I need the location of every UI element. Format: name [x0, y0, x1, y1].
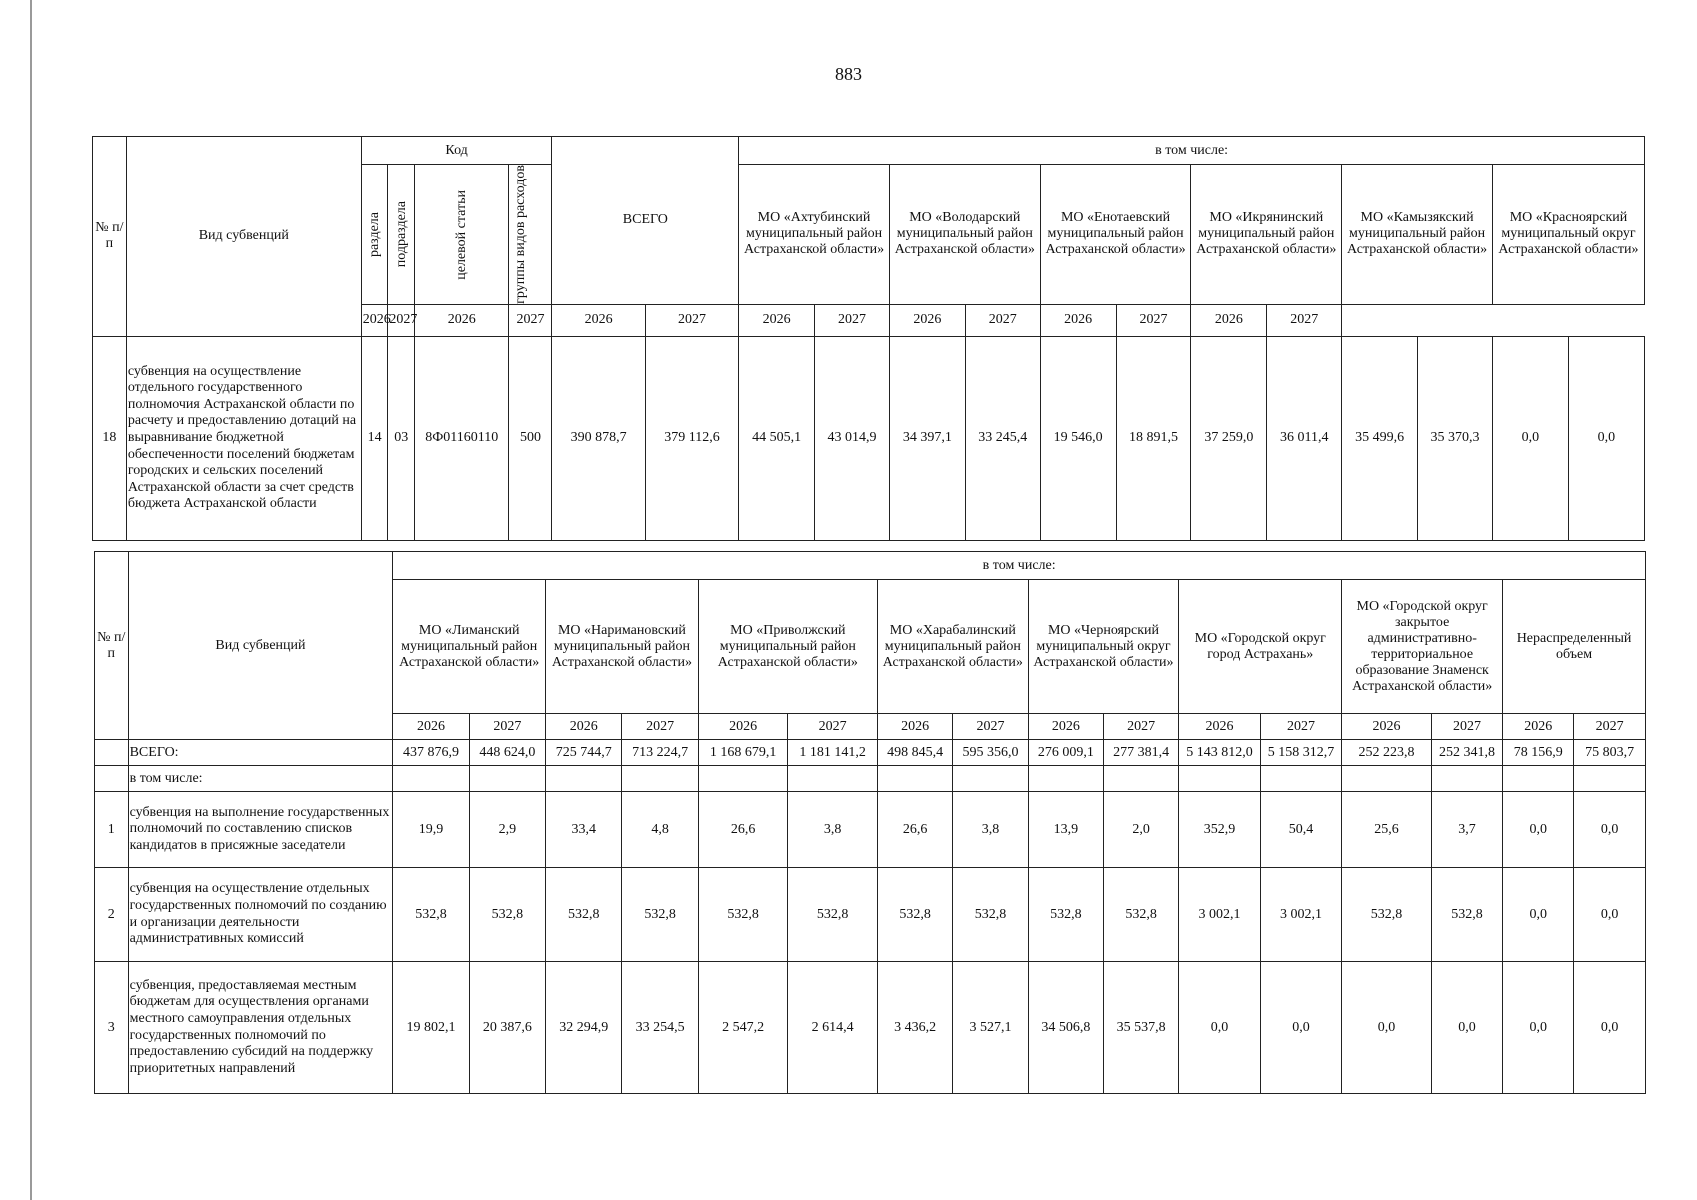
value-cell: 0,0 [1431, 962, 1502, 1094]
total-cell: 277 381,4 [1103, 740, 1178, 766]
value-cell: 13,9 [1028, 792, 1103, 868]
header-year: 2026 [739, 304, 815, 336]
value-cell: 2,0 [1103, 792, 1178, 868]
row-num: 3 [95, 962, 129, 1094]
value-cell: 3,8 [788, 792, 878, 868]
total-cell: 78 156,9 [1503, 740, 1574, 766]
header-mo-enotaevsky: МО «Енотаевский муниципальный район Астраханской области» [1040, 165, 1191, 305]
subventions-table-2 [94, 551, 1646, 1094]
header-year: 2026 [361, 304, 388, 336]
header-code: Код [361, 137, 552, 165]
value-cell: 532,8 [1342, 868, 1432, 962]
header-undistributed: Нераспределенный объем [1503, 580, 1646, 714]
value-cell: 19 802,1 [393, 962, 469, 1094]
value-cell: 532,8 [698, 868, 788, 962]
header-year: 2027 [953, 714, 1028, 740]
header-year: 2026 [415, 304, 509, 336]
row-desc: субвенция, предоставляемая местным бюджетам для осуществления органами местного самоуправления отдельных государственных полномочий по предоставлению субсидий на поддержку приоритетных направлений [128, 962, 393, 1094]
header-year: 2026 [1191, 304, 1267, 336]
total-cell: 276 009,1 [1028, 740, 1103, 766]
header-year: 2027 [788, 714, 878, 740]
total-cell: 1 168 679,1 [698, 740, 788, 766]
value-cell: 20 387,6 [469, 962, 545, 1094]
value-cell: 32 294,9 [546, 962, 622, 1094]
header-year: 2026 [877, 714, 952, 740]
header-year: 2026 [552, 304, 645, 336]
total-cell: 448 624,0 [469, 740, 545, 766]
value-cell: 2 614,4 [788, 962, 878, 1094]
value-cell: 33 254,5 [622, 962, 698, 1094]
header-code-subsection: подраздела [393, 201, 409, 268]
value-cell: 34 506,8 [1028, 962, 1103, 1094]
value-cell: 532,8 [1103, 868, 1178, 962]
value-cell: 532,8 [788, 868, 878, 962]
row-desc: субвенция на осуществление отдельных государственных полномочий по созданию и организации деятельности административных комиссий [128, 868, 393, 962]
value-cell: 3 002,1 [1179, 868, 1260, 962]
value-cell: 0,0 [1574, 868, 1646, 962]
total-label: ВСЕГО: [128, 740, 393, 766]
total-cell: 498 845,4 [877, 740, 952, 766]
total-cell: 5 143 812,0 [1179, 740, 1260, 766]
value-cell: 2 547,2 [698, 962, 788, 1094]
value-cell: 0,0 [1342, 962, 1432, 1094]
value-cell: 18 891,5 [1116, 336, 1191, 540]
row-desc: субвенция на выполнение государственных полномочий по составлению списков кандидатов в присяжные заседатели [128, 792, 393, 868]
header-mo-narimanovsky: МО «Наримановский муниципальный район Астраханской области» [546, 580, 699, 714]
total-cell: 75 803,7 [1574, 740, 1646, 766]
value-cell: 532,8 [393, 868, 469, 962]
value-cell: 44 505,1 [739, 336, 815, 540]
header-mo-volodarsky: МО «Володарский муниципальный район Астраханской области» [889, 165, 1040, 305]
header-year: 2026 [393, 714, 469, 740]
row-num: 18 [93, 336, 127, 540]
row-num: 1 [95, 792, 129, 868]
header-year: 2027 [645, 304, 738, 336]
total-cell: 5 158 312,7 [1260, 740, 1341, 766]
header-year: 2026 [1179, 714, 1260, 740]
value-cell: 36 011,4 [1267, 336, 1342, 540]
row-num-empty [95, 766, 129, 792]
header-including: в том числе: [739, 137, 1645, 165]
value-cell: 35 537,8 [1103, 962, 1178, 1094]
header-year: 2027 [469, 714, 545, 740]
header-code-group: группы видов расходов [513, 165, 529, 304]
value-cell: 3 436,2 [877, 962, 952, 1094]
including-row [95, 766, 1646, 792]
total-cell: 1 181 141,2 [788, 740, 878, 766]
row-num-empty [95, 740, 129, 766]
value-cell: 532,8 [877, 868, 952, 962]
header-year: 2026 [698, 714, 788, 740]
header-mo-astrakhan-city: МО «Городской округ город Астрахань» [1179, 580, 1342, 714]
row-target: 8Ф01160110 [415, 336, 509, 540]
header-year: 2026 [1503, 714, 1574, 740]
value-cell: 3,8 [953, 792, 1028, 868]
value-cell: 532,8 [622, 868, 698, 962]
value-cell: 0,0 [1260, 962, 1341, 1094]
margin-line [30, 0, 32, 1200]
value-cell: 3,7 [1431, 792, 1502, 868]
value-cell: 34 397,1 [889, 336, 965, 540]
header-year: 2026 [546, 714, 622, 740]
header-year: 2027 [1116, 304, 1191, 336]
header-year: 2027 [815, 304, 890, 336]
header-code-target: целевой статьи [454, 189, 470, 280]
total-cell: 252 341,8 [1431, 740, 1502, 766]
value-cell: 19,9 [393, 792, 469, 868]
value-cell: 0,0 [1179, 962, 1260, 1094]
header-num: № п/п [95, 552, 129, 740]
table-row [95, 792, 1646, 868]
header-code-section: раздела [367, 211, 383, 257]
value-cell: 35 499,6 [1342, 336, 1418, 540]
total-row [95, 740, 1646, 766]
value-cell: 352,9 [1179, 792, 1260, 868]
value-cell: 35 370,3 [1418, 336, 1493, 540]
value-cell: 0,0 [1492, 336, 1568, 540]
table-row [95, 962, 1646, 1094]
row-group: 500 [509, 336, 552, 540]
header-mo-znamensk: МО «Городской округ закрытое административно-территориальное образование Знаменск Астраханской области» [1342, 580, 1503, 714]
header-year: 2027 [1103, 714, 1178, 740]
header-mo-krasnoyarsky: МО «Красноярский муниципальный округ Астраханской области» [1492, 165, 1644, 305]
header-mo-kamyzyaksky: МО «Камызякский муниципальный район Астраханской области» [1342, 165, 1493, 305]
header-year: 2027 [509, 304, 552, 336]
subventions-table-1 [92, 136, 1645, 541]
value-cell: 0,0 [1574, 962, 1646, 1094]
value-cell: 4,8 [622, 792, 698, 868]
value-cell: 0,0 [1568, 336, 1644, 540]
total-cell: 252 223,8 [1342, 740, 1432, 766]
row-num: 2 [95, 868, 129, 962]
value-cell: 0,0 [1574, 792, 1646, 868]
value-cell: 532,8 [1028, 868, 1103, 962]
table-row [95, 868, 1646, 962]
value-cell: 25,6 [1342, 792, 1432, 868]
header-year: 2027 [1260, 714, 1341, 740]
total-cell: 713 224,7 [622, 740, 698, 766]
value-cell: 379 112,6 [645, 336, 738, 540]
value-cell: 26,6 [698, 792, 788, 868]
header-year: 2027 [388, 304, 415, 336]
total-cell: 595 356,0 [953, 740, 1028, 766]
value-cell: 33 245,4 [965, 336, 1040, 540]
header-including: в том числе: [393, 552, 1646, 580]
value-cell: 43 014,9 [815, 336, 890, 540]
header-year: 2026 [1040, 304, 1116, 336]
value-cell: 50,4 [1260, 792, 1341, 868]
value-cell: 3 002,1 [1260, 868, 1341, 962]
value-cell: 37 259,0 [1191, 336, 1267, 540]
value-cell: 0,0 [1503, 792, 1574, 868]
value-cell: 0,0 [1503, 868, 1574, 962]
header-year: 2027 [622, 714, 698, 740]
row-subsection: 03 [388, 336, 415, 540]
value-cell: 26,6 [877, 792, 952, 868]
row-section: 14 [361, 336, 388, 540]
header-year: 2027 [965, 304, 1040, 336]
value-cell: 390 878,7 [552, 336, 645, 540]
table-row [93, 336, 1645, 540]
value-cell: 532,8 [1431, 868, 1502, 962]
value-cell: 532,8 [953, 868, 1028, 962]
value-cell: 0,0 [1503, 962, 1574, 1094]
header-num: № п/п [93, 137, 127, 337]
header-mo-ikryaninsky: МО «Икрянинский муниципальный район Астраханской области» [1191, 165, 1342, 305]
value-cell: 19 546,0 [1040, 336, 1116, 540]
total-cell: 725 744,7 [546, 740, 622, 766]
value-cell: 33,4 [546, 792, 622, 868]
page-number: 883 [835, 64, 862, 84]
header-mo-limansky: МО «Лиманский муниципальный район Астраханской области» [393, 580, 546, 714]
value-cell: 532,8 [546, 868, 622, 962]
value-cell: 2,9 [469, 792, 545, 868]
header-year: 2026 [1342, 714, 1432, 740]
header-type: Вид субвенций [128, 552, 393, 740]
header-year: 2027 [1267, 304, 1342, 336]
row-desc: субвенция на осуществление отдельного государственного полномочия Астраханской области по расчету и предоставлению дотаций на выравнивание бюджетной обеспеченности поселений бюджетам городских и сельских поселений Астраханской области за счет средств бюджета Астраханской области [126, 336, 361, 540]
value-cell: 532,8 [469, 868, 545, 962]
header-year: 2026 [1028, 714, 1103, 740]
header-type: Вид субвенций [126, 137, 361, 337]
header-year: 2026 [889, 304, 965, 336]
header-total: ВСЕГО [552, 137, 739, 305]
value-cell: 3 527,1 [953, 962, 1028, 1094]
total-cell: 437 876,9 [393, 740, 469, 766]
header-mo-chernoyarsky: МО «Черноярский муниципальный округ Астраханской области» [1028, 580, 1179, 714]
header-mo-kharabalinsky: МО «Харабалинский муниципальный район Астраханской области» [877, 580, 1028, 714]
including-label: в том числе: [128, 766, 393, 792]
header-mo-privolzhsky: МО «Приволжский муниципальный район Астраханской области» [698, 580, 877, 714]
header-year: 2027 [1574, 714, 1646, 740]
header-year: 2027 [1431, 714, 1502, 740]
header-mo-akhtubinsky: МО «Ахтубинский муниципальный район Астраханской области» [739, 165, 890, 305]
